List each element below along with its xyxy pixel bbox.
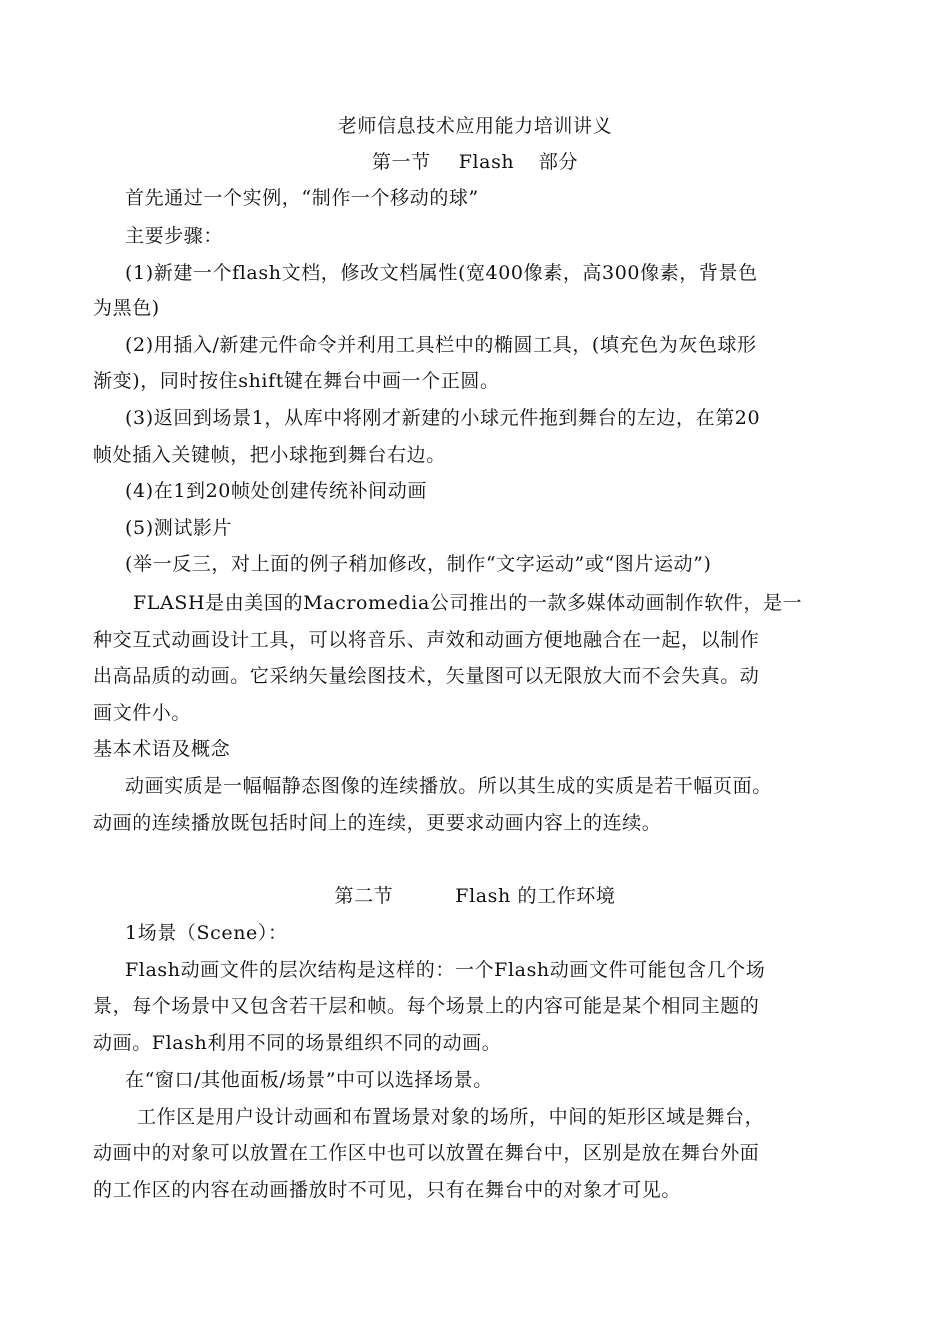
scene-line3: 动画。Flash利用不同的场景组织不同的动画。 <box>93 1032 502 1054</box>
flash-intro-line4: 画文件小。 <box>93 702 192 724</box>
step2-line1: (2)用插入/新建元件命令并利用工具栏中的椭圆工具，(填充色为灰色球形 <box>125 334 757 356</box>
scene-select-note: 在“窗口/其他面板/场景”中可以选择场景。 <box>125 1069 493 1091</box>
section1-heading <box>0 150 950 174</box>
steps-heading: 主要步骤： <box>125 225 224 247</box>
step3-line2: 帧处插入关键帧，把小球拖到舞台右边。 <box>93 444 446 466</box>
step2-line2: 渐变)，同时按住shift键在舞台中画一个正圆。 <box>93 370 500 392</box>
concepts-line1: 动画实质是一幅幅静态图像的连续播放。所以其生成的实质是若干幅页面。 <box>125 775 772 797</box>
document-title: 老师信息技术应用能力培训讲义 <box>337 115 613 137</box>
exercise-note: (举一反三，对上面的例子稍加修改，制作“文字运动”或“图片运动”) <box>125 553 712 575</box>
step1-line2: 为黑色) <box>93 297 160 319</box>
workarea-line1: 工作区是用户设计动画和布置场景对象的场所，中间的矩形区域是舞台， <box>137 1106 765 1128</box>
concepts-line2: 动画的连续播放既包括时间上的连续，更要求动画内容上的连续。 <box>93 812 662 834</box>
workarea-line2: 动画中的对象可以放置在工作区中也可以放置在舞台中，区别是放在舞台外面 <box>93 1142 760 1164</box>
step5: (5)测试影片 <box>125 517 233 539</box>
section1-name: Flash 部分 <box>458 151 579 173</box>
flash-intro-line3: 出高品质的动画。它采纳矢量绘图技术，矢量图可以无限放大而不会失真。动 <box>93 665 760 687</box>
section2-name: Flash 的工作环境 <box>455 885 616 907</box>
intro-paragraph: 首先通过一个实例，“制作一个移动的球” <box>125 187 479 209</box>
step4: (4)在1到20帧处创建传统补间动画 <box>125 480 427 502</box>
step3-line1: (3)返回到场景1，从库中将刚才新建的小球元件拖到舞台的左边，在第20 <box>125 407 761 429</box>
scene-heading: 1场景（Scene）： <box>125 922 288 944</box>
concepts-heading: 基本术语及概念 <box>93 738 231 760</box>
scene-line2: 景，每个场景中又包含若干层和帧。每个场景上的内容可能是某个相同主题的 <box>93 995 760 1017</box>
section2-heading <box>0 884 950 908</box>
scene-line1: Flash动画文件的层次结构是这样的：一个Flash动画文件可能包含几个场 <box>125 959 766 981</box>
workarea-line3: 的工作区的内容在动画播放时不可见，只有在舞台中的对象才可见。 <box>93 1179 682 1201</box>
flash-intro-line1: FLASH是由美国的Macromedia公司推出的一款多媒体动画制作软件，是一 <box>133 592 803 614</box>
flash-intro-line2: 种交互式动画设计工具，可以将音乐、声效和动画方便地融合在一起，以制作 <box>93 629 760 651</box>
section2-label: 第二节 <box>334 885 394 907</box>
step1-line1: (1)新建一个flash文档，修改文档属性(宽400像素，高300像素，背景色 <box>125 262 758 284</box>
section1-label: 第一节 <box>371 151 431 173</box>
